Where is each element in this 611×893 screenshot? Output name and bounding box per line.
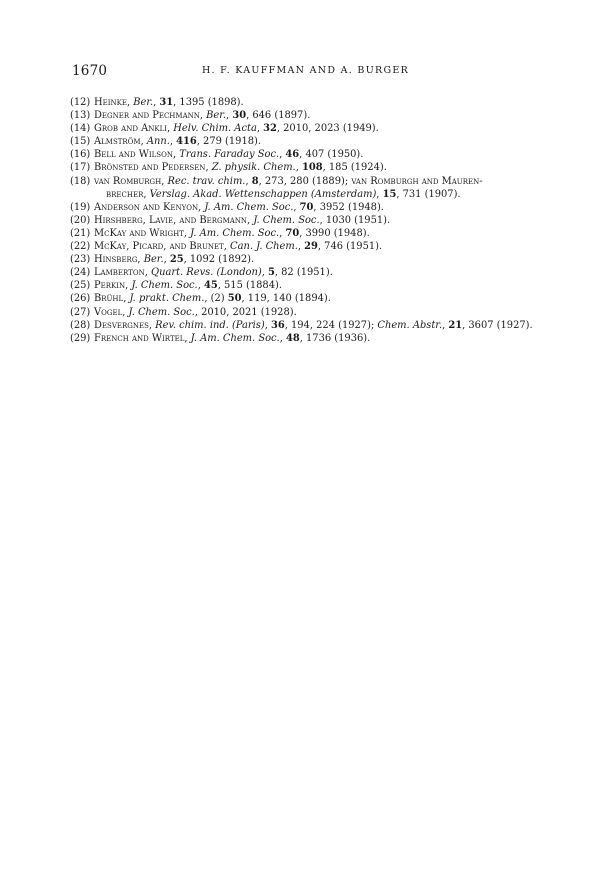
reference-text: Bell and Wilson, Trans. Faraday Soc., 46, 407 (1950).: [94, 149, 364, 161]
reference-journal: Ber.: [133, 97, 154, 108]
reference-pages: , 746 (1951).: [317, 241, 383, 253]
reference-number: (16): [70, 149, 91, 161]
reference-journal: J. Chem. Soc.: [253, 214, 320, 226]
reference-authors: Desvergnes: [94, 319, 149, 331]
reference-text: Lamberton, Quart. Revs. (London), 5, 82 (1951).: [94, 267, 333, 279]
reference-journal: J. Chem. Soc.: [131, 280, 198, 292]
reference-item: [70, 240, 590, 253]
reference-item: [70, 306, 590, 319]
reference-authors: Perkin: [94, 280, 126, 292]
reference-pages: , 1395 (1898).: [173, 97, 244, 108]
reference-item: [70, 201, 590, 214]
reference-journal: Quart. Revs. (London): [151, 267, 262, 279]
reference-pages: , 185 (1924).: [322, 162, 387, 174]
reference-journal: J. Am. Chem. Soc.: [190, 332, 280, 344]
reference-pages: , 3990 (1948).: [299, 227, 370, 239]
reference-volume: 15: [382, 188, 397, 200]
reference-item: [70, 332, 590, 345]
reference-pages: 2010, 2021 (1928).: [201, 306, 297, 318]
reference-item: [70, 227, 590, 240]
reference-pages: , 2010, 2023 (1949).: [276, 123, 379, 135]
reference-text: Vogel, J. Chem. Soc., 2010, 2021 (1928).: [94, 306, 297, 318]
reference-text: Desvergnes, Rev. chim. ind. (Paris), 36, 194, 224 (1927); Chem. Abstr., 21, 3607 (1927).: [94, 319, 533, 331]
reference-volume: 36: [270, 319, 285, 331]
reference-text: Almström, Ann., 416, 279 (1918).: [94, 136, 262, 148]
reference-item: [70, 279, 590, 292]
reference-authors: van Romburgh: [94, 175, 162, 187]
reference-number: (26): [70, 293, 91, 305]
reference-pages: , 731 (1907).: [396, 188, 461, 200]
reference-volume: 108: [301, 162, 323, 174]
reference-item: [70, 109, 590, 122]
reference-text: van Romburgh, Rec. trav. chim., 8, 273, 280 (1889); van Romburgh and Mauren- brecher, Verslag. Akad. Wettenschappen (Amsterdam), 15, 731 (1907).: [94, 175, 590, 201]
reference-authors: Brühl: [94, 293, 124, 305]
reference-item: [70, 175, 590, 201]
reference-number: (18): [70, 175, 91, 187]
reference-number: (20): [70, 214, 91, 226]
reference-authors: McKay and Wright: [94, 227, 184, 239]
reference-text: Anderson and Kenyon, J. Am. Chem. Soc., 70, 3952 (1948).: [94, 201, 384, 213]
reference-journal: Z. physik. Chem.: [211, 162, 296, 174]
reference-volume: 30: [232, 110, 247, 122]
reference-journal-second: Chem. Abstr.: [377, 319, 443, 331]
reference-item: [70, 253, 590, 266]
reference-authors: brecher: [106, 188, 144, 200]
reference-volume: 70: [285, 227, 300, 239]
reference-pages: , 119, 140 (1894).: [241, 293, 331, 305]
reference-list: [70, 96, 590, 345]
reference-number: (15): [70, 136, 91, 148]
reference-item: [70, 96, 590, 109]
reference-pages: , 273, 280 (1889);: [258, 175, 352, 187]
reference-authors-second: van Romburgh and Mauren-: [351, 175, 483, 187]
reference-item: [70, 292, 590, 305]
reference-authors: Brönsted and Pedersen: [94, 162, 206, 174]
reference-pages: 1030 (1951).: [325, 214, 391, 226]
reference-pages: , 279 (1918).: [196, 136, 262, 148]
reference-pages: , 3952 (1948).: [313, 201, 384, 213]
reference-number: (28): [70, 319, 91, 331]
reference-pages: , 646 (1897).: [246, 110, 311, 122]
reference-volume-second: 21: [448, 319, 463, 331]
reference-authors: Bell and Wilson: [94, 149, 173, 161]
reference-volume: 25: [169, 254, 184, 266]
reference-text: Hinsberg, Ber., 25, 1092 (1892).: [94, 254, 255, 266]
reference-volume: 31: [159, 97, 174, 108]
reference-number: (24): [70, 267, 91, 279]
reference-number: (29): [70, 332, 91, 344]
reference-authors: Lamberton: [94, 267, 145, 279]
reference-number: (12): [70, 97, 91, 108]
reference-text: Degner and Pechmann, Ber., 30, 646 (1897).: [94, 110, 311, 122]
reference-item: [70, 122, 590, 135]
reference-volume: 46: [285, 149, 300, 161]
reference-number: (19): [70, 201, 91, 213]
reference-journal: J. prakt. Chem.: [129, 293, 205, 305]
reference-authors: French and Wirtel: [94, 332, 185, 344]
reference-journal: Rev. chim. ind. (Paris): [155, 319, 265, 331]
reference-journal: Ber.: [206, 110, 227, 122]
reference-number: (22): [70, 241, 91, 253]
reference-journal: J. Am. Chem. Soc.: [204, 201, 294, 213]
reference-pages: , 407 (1950).: [299, 149, 364, 161]
reference-volume: 5: [268, 267, 275, 279]
reference-volume: 8: [251, 175, 259, 187]
reference-item: [70, 135, 590, 148]
reference-number: (13): [70, 110, 91, 122]
reference-number: (23): [70, 254, 91, 266]
reference-number: (21): [70, 227, 91, 239]
reference-journal: Trans. Faraday Soc.: [179, 149, 280, 161]
reference-number: (14): [70, 123, 91, 135]
reference-pages: , 1736 (1936).: [299, 332, 371, 344]
page-number: 1670: [72, 63, 108, 79]
reference-authors: Heinke: [94, 97, 127, 108]
reference-journal: J. Am. Chem. Soc.: [190, 227, 280, 239]
reference-volume: 70: [299, 201, 314, 213]
reference-continuation: brecher, Verslag. Akad. Wettenschappen (Amsterdam), 15, 731 (1907).: [106, 188, 461, 200]
reference-volume: 29: [304, 241, 318, 253]
running-head: H. F. KAUFFMAN AND A. BURGER: [201, 65, 410, 76]
reference-item: [70, 214, 590, 227]
reference-item: [70, 161, 590, 174]
reference-pages: , 194, 224 (1927);: [284, 319, 378, 331]
reference-authors: McKay, Picard, and Brunet: [94, 241, 224, 253]
reference-text: Hirshberg, Lavie, and Bergmann, J. Chem. Soc., 1030 (1951).: [94, 214, 391, 226]
reference-pages: , 82 (1951).: [274, 267, 333, 279]
reference-journal: Ann.: [146, 136, 170, 148]
reference-journal: J. Chem. Soc.: [128, 306, 195, 318]
reference-text: Brönsted and Pedersen, Z. physik. Chem., 108, 185 (1924).: [94, 162, 387, 174]
reference-authors: Vogel: [94, 306, 123, 318]
reference-item: [70, 266, 590, 279]
reference-authors: Almström: [94, 136, 141, 148]
reference-pages: , 1092 (1892).: [183, 254, 255, 266]
reference-volume: 48: [285, 332, 300, 344]
reference-volume: 50: [227, 293, 242, 305]
reference-authors: Grob and Ankli: [94, 123, 168, 135]
reference-authors: Hirshberg, Lavie, and Bergmann: [94, 214, 248, 226]
reference-authors: Anderson and Kenyon: [94, 201, 199, 213]
reference-volume: 32: [263, 123, 277, 135]
reference-text: Brühl, J. prakt. Chem., (2) 50, 119, 140 (1894).: [94, 293, 331, 305]
reference-journal: Rec. trav. chim.: [167, 175, 246, 187]
reference-authors: Degner and Pechmann: [94, 110, 200, 122]
reference-number: (25): [70, 280, 91, 292]
reference-authors: Hinsberg: [94, 254, 138, 266]
reference-pages-second: , 3607 (1927).: [462, 319, 533, 331]
reference-text: McKay and Wright, J. Am. Chem. Soc., 70, 3990 (1948).: [94, 227, 370, 239]
reference-volume: 416: [176, 136, 197, 148]
reference-journal: Can. J. Chem.: [230, 241, 298, 253]
reference-item: [70, 319, 590, 332]
reference-volume: 45: [203, 280, 218, 292]
reference-item: [70, 148, 590, 161]
reference-number: (17): [70, 162, 91, 174]
reference-journal: Verslag. Akad. Wettenschappen (Amsterdam): [149, 188, 377, 200]
reference-text: Perkin, J. Chem. Soc., 45, 515 (1884).: [94, 280, 282, 292]
reference-text: French and Wirtel, J. Am. Chem. Soc., 48, 1736 (1936).: [94, 332, 371, 344]
reference-journal: Helv. Chim. Acta: [173, 123, 257, 135]
reference-pages: , 515 (1884).: [217, 280, 282, 292]
reference-text: Grob and Ankli, Helv. Chim. Acta, 32, 2010, 2023 (1949).: [94, 123, 379, 135]
reference-number: (27): [70, 306, 91, 318]
reference-text: Heinke, Ber., 31, 1395 (1898).: [94, 97, 244, 108]
reference-journal: Ber.: [143, 254, 164, 266]
reference-text: McKay, Picard, and Brunet, Can. J. Chem., 29, 746 (1951).: [94, 241, 383, 253]
